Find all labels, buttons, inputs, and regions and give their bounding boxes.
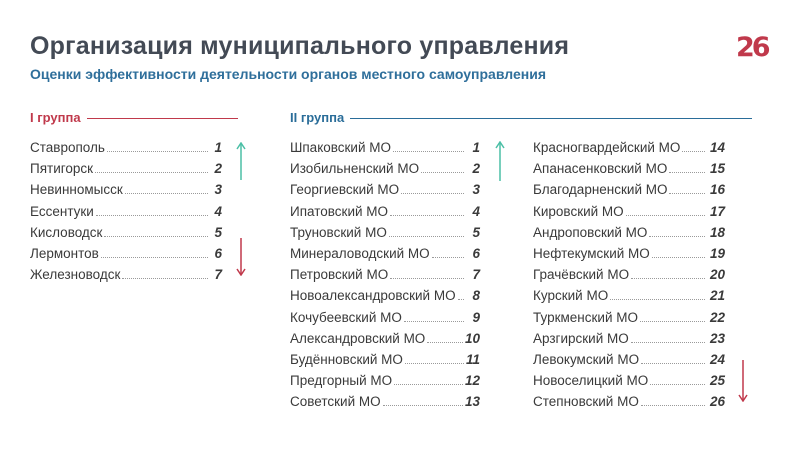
rank-number: 18: [709, 224, 725, 240]
dot-leader: [122, 278, 208, 279]
group-1-label: I группа: [30, 109, 81, 125]
municipality-name: Грачёвский МО: [533, 267, 630, 283]
municipality-name: Труновский МО: [290, 224, 387, 240]
arrow-up-icon: [236, 142, 246, 180]
dot-leader: [631, 278, 705, 279]
dot-leader: [427, 342, 463, 343]
group-1-list: [30, 137, 222, 285]
list-item: [30, 222, 222, 243]
list-item: [533, 264, 725, 285]
dot-leader: [101, 257, 208, 258]
list-item: [30, 137, 222, 158]
municipality-name: Нефтекумский МО: [533, 246, 650, 262]
dot-leader: [405, 363, 464, 364]
rank-number: 26: [709, 394, 725, 410]
dot-leader: [125, 193, 208, 194]
list-item: [290, 158, 480, 179]
municipality-name: Советский МО: [290, 394, 381, 410]
arrow-down-icon: [236, 238, 246, 276]
rank-number: 24: [709, 351, 725, 367]
list-item: [533, 307, 725, 328]
dot-leader: [390, 278, 464, 279]
rank-number: 25: [709, 373, 725, 389]
dot-leader: [458, 299, 464, 300]
rank-number: 9: [472, 309, 480, 325]
list-item: [533, 370, 725, 391]
list-item: [290, 349, 480, 370]
municipality-name: Невинномысск: [30, 182, 123, 198]
rank-number: 17: [709, 203, 725, 219]
rank-number: 6: [214, 246, 222, 262]
rank-number: 4: [472, 203, 480, 219]
list-item: [533, 201, 725, 222]
list-item: [30, 158, 222, 179]
municipality-name: Ипатовский МО: [290, 203, 389, 219]
rank-number: 4: [214, 203, 222, 219]
rank-number: 23: [709, 330, 725, 346]
municipality-name: Апанасенковский МО: [533, 161, 668, 177]
list-item: [533, 179, 725, 200]
list-item: [290, 328, 480, 349]
group-1-header: [30, 107, 238, 127]
list-item: [290, 285, 480, 306]
municipality-name: Левокумский МО: [533, 351, 640, 367]
list-item: [30, 264, 222, 285]
dot-leader: [421, 172, 464, 173]
municipality-name: Ессентуки: [30, 203, 94, 219]
group-1-divider: [87, 118, 238, 119]
list-item: [290, 391, 480, 412]
dot-leader: [107, 151, 208, 152]
rank-number: 3: [472, 182, 480, 198]
municipality-name: Шпаковский МО: [290, 140, 392, 156]
dot-leader: [626, 215, 705, 216]
municipality-name: Александровский МО: [290, 330, 426, 346]
group-2-label: II группа: [290, 109, 345, 125]
dot-leader: [641, 405, 705, 406]
dot-leader: [652, 257, 705, 258]
municipality-name: Лермонтов: [30, 246, 99, 262]
municipality-name: Арзгирский МО: [533, 330, 629, 346]
arrow-up-icon: [495, 141, 505, 181]
rank-number: 6: [472, 246, 480, 262]
list-item: [533, 349, 725, 370]
dot-leader: [104, 236, 208, 237]
arrow-down-icon: [738, 360, 748, 402]
rank-number: 12: [464, 373, 480, 389]
dot-leader: [393, 151, 464, 152]
dot-leader: [631, 342, 705, 343]
rank-number: 2: [472, 161, 480, 177]
rank-number: 8: [472, 288, 480, 304]
rank-number: 7: [472, 267, 480, 283]
municipality-name: Степновский МО: [533, 394, 639, 410]
list-item: [290, 137, 480, 158]
municipality-name: Новоалександровский МО: [290, 288, 456, 304]
rank-number: 7: [214, 267, 222, 283]
dot-leader: [669, 193, 705, 194]
group-2-list-left: [290, 137, 480, 412]
list-item: [290, 201, 480, 222]
dot-leader: [650, 384, 705, 385]
municipality-name: Кочубеевский МО: [290, 309, 402, 325]
list-item: [533, 158, 725, 179]
rank-number: 14: [709, 140, 725, 156]
municipality-name: Благодарненский МО: [533, 182, 668, 198]
dot-leader: [640, 321, 705, 322]
municipality-name: Предгорный МО: [290, 373, 393, 389]
list-item: [533, 391, 725, 412]
dot-leader: [389, 236, 464, 237]
rank-number: 5: [472, 224, 480, 240]
rank-number: 11: [465, 351, 480, 367]
dot-leader: [649, 236, 705, 237]
list-item: [290, 370, 480, 391]
rank-number: 13: [464, 394, 480, 410]
municipality-name: Изобильненский МО: [290, 161, 420, 177]
municipality-name: Железноводск: [30, 267, 121, 283]
dot-leader: [404, 321, 464, 322]
list-item: [533, 222, 725, 243]
rank-number: 19: [709, 246, 725, 262]
list-item: [290, 264, 480, 285]
rank-number: 5: [214, 224, 222, 240]
rank-number: 22: [709, 309, 725, 325]
rank-number: 21: [709, 288, 725, 304]
rank-number: 3: [214, 182, 222, 198]
municipality-name: Туркменский МО: [533, 309, 638, 325]
list-item: [290, 307, 480, 328]
municipality-name: Ставрополь: [30, 140, 105, 156]
municipality-name: Новоселицкий МО: [533, 373, 649, 389]
rank-number: 16: [709, 182, 725, 198]
dot-leader: [394, 384, 463, 385]
rank-number: 15: [709, 161, 725, 177]
rank-number: 1: [472, 140, 480, 156]
list-item: [533, 243, 725, 264]
page-subtitle: Оценки эффективности деятельности органов местного самоуправления: [30, 66, 546, 82]
municipality-name: Андроповский МО: [533, 224, 648, 240]
dot-leader: [432, 257, 464, 258]
list-item: [30, 179, 222, 200]
list-item: [30, 201, 222, 222]
dot-leader: [610, 299, 705, 300]
municipality-name: Кировский МО: [533, 203, 624, 219]
list-item: [290, 222, 480, 243]
list-item: [533, 285, 725, 306]
rank-number: 1: [214, 140, 222, 156]
group-2-list-right: [533, 137, 725, 412]
logo-26-icon: 26: [736, 32, 768, 63]
municipality-name: Будённовский МО: [290, 351, 403, 367]
dot-leader: [95, 172, 208, 173]
group-2-header: [290, 107, 752, 127]
list-item: [30, 243, 222, 264]
list-item: [290, 243, 480, 264]
dot-leader: [669, 172, 705, 173]
list-item: [533, 328, 725, 349]
dot-leader: [682, 151, 705, 152]
municipality-name: Георгиевский МО: [290, 182, 400, 198]
municipality-name: Красногвардейский МО: [533, 140, 681, 156]
list-item: [533, 137, 725, 158]
rank-number: 20: [709, 267, 725, 283]
list-item: [290, 179, 480, 200]
dot-leader: [96, 215, 208, 216]
rank-number: 10: [464, 330, 480, 346]
dot-leader: [390, 215, 464, 216]
municipality-name: Пятигорск: [30, 161, 94, 177]
dot-leader: [401, 193, 464, 194]
group-2-divider: [350, 118, 752, 119]
page-title: Организация муниципального управления: [30, 32, 570, 60]
municipality-name: Петровский МО: [290, 267, 389, 283]
municipality-name: Курский МО: [533, 288, 609, 304]
municipality-name: Минераловодский МО: [290, 246, 430, 262]
dot-leader: [383, 405, 463, 406]
dot-leader: [641, 363, 705, 364]
rank-number: 2: [214, 161, 222, 177]
municipality-name: Кисловодск: [30, 224, 103, 240]
